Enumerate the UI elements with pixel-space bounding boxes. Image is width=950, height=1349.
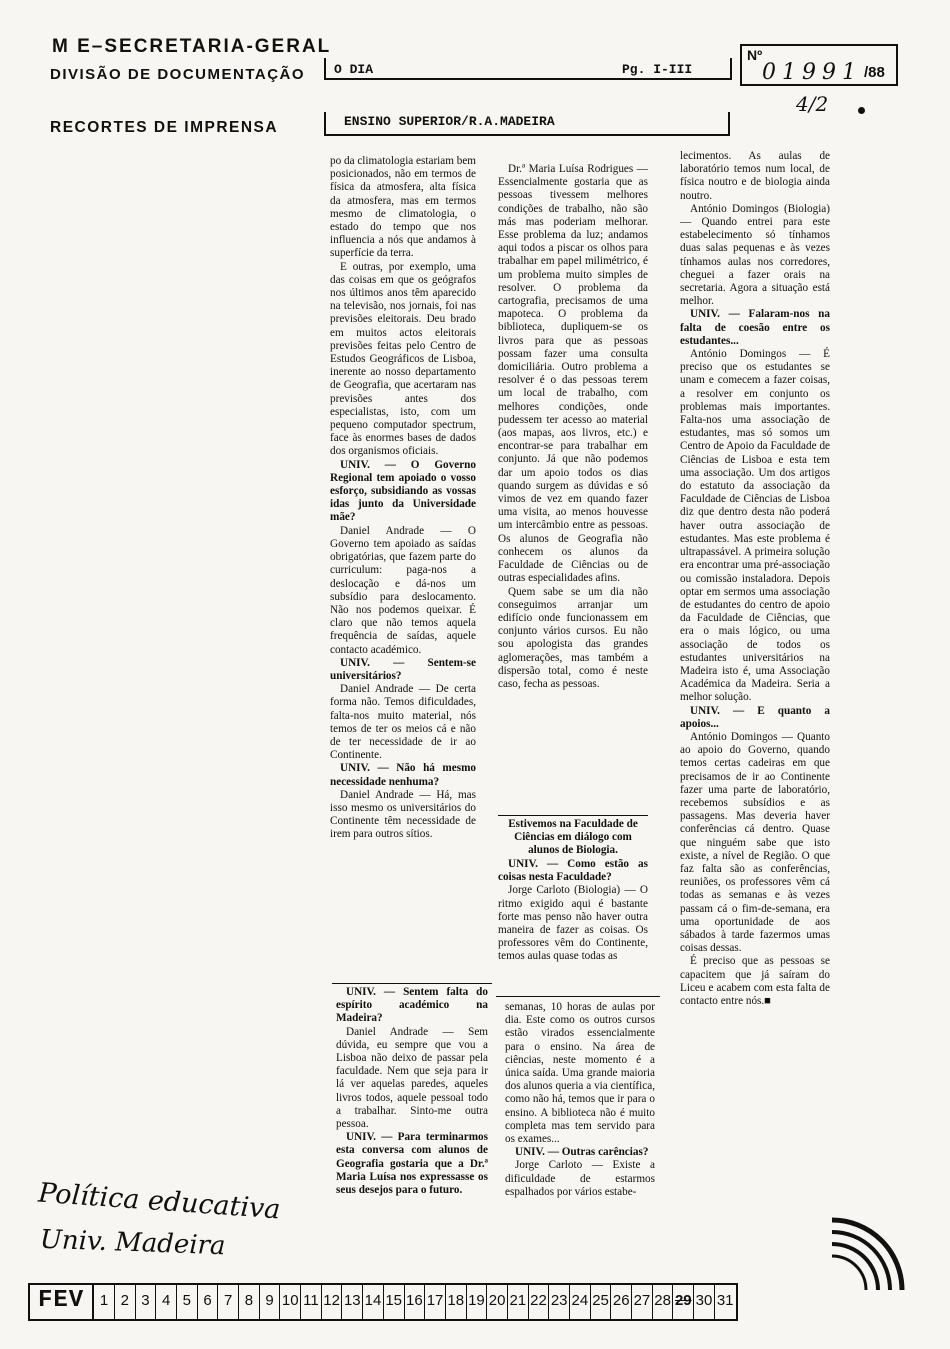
article-paragraph: Dr.ª Maria Luísa Rodrigues — Essencialmente gostaria que as pessoas tivessem melhores condições de trabalho, não são más mas poderiam melhorar. Esse problema da luz; andamos aqui todos a piscar os olhos para trabalhar em papel milimétrico, é um problema muito simples de resolver. O problema da cartografia, precisamos de uma mapoteca. O problema da biblioteca, dupliquem-se os livros para que as pessoas possam fazer uma consulta domiciliária. Outro problema a resolver é o das pessoas terem um local de trabalho, com melhores condições, onde pudessem ter acesso ao material (aos mapas, aos livros, etc.) e encontrar-se para trabalhar em conjunto. Já que não podemos dar um apoio todos os dias quando surgem as dúvidas e só vimos de vez em quando fazer uma visita, ao menos houvesse um intercâmbio entre as pessoas. Os alunos de Geografia não conhecem os alunos da Faculdade de Ciências ou de outras especialidades afins. xyxy=(498,163,648,585)
calendar-day: 11 xyxy=(301,1285,322,1319)
calendar-day: 17 xyxy=(425,1285,446,1319)
subheading-text: Estivemos na Faculdade de Ciências em diálogo com alunos de Biologia. xyxy=(508,818,638,857)
calendar-day: 20 xyxy=(487,1285,508,1319)
article-column-2c xyxy=(505,1001,655,1263)
article-column-1b xyxy=(336,986,488,1256)
article-paragraph: UNIV. — Para terminarmos esta conversa com alunos de Geografia gostaria que a Dr.ª Maria Luísa nos expressasse os seus desejos para o futuro. xyxy=(336,1131,488,1197)
margin-dot xyxy=(858,107,865,114)
calendar-day: 5 xyxy=(177,1285,198,1319)
article-paragraph: Daniel Andrade — De certa forma não. Temos dificuldades, falta-nos muito material, nós temos de ter os meios cá e não de ter necessidade de ir ao Continente. xyxy=(330,683,476,762)
article-paragraph: Jorge Carloto (Biologia) — O ritmo exigido aqui é bastante forte mas penso não haver outra maneira de fazer as coisas. Os professores vêm do Continente, temos aulas quase todas as xyxy=(498,884,648,963)
calendar-day: 19 xyxy=(467,1285,488,1319)
subject-title: ENSINO SUPERIOR/R.A.MADEIRA xyxy=(344,114,555,129)
calendar-day: 24 xyxy=(570,1285,591,1319)
calendar-day: 14 xyxy=(363,1285,384,1319)
division-header: DIVISÃO DE DOCUMENTAÇÃO xyxy=(50,66,306,83)
calendar-day: 9 xyxy=(260,1285,281,1319)
subheading-divider xyxy=(498,815,648,816)
article-paragraph: É preciso que as pessoas se capacitem que já saíram do Liceu e acabem com esta falta de contacto entre nós.■ xyxy=(680,955,830,1007)
article-paragraph: UNIV. — Sentem-se universitários? xyxy=(330,656,476,682)
calendar-day: 1 xyxy=(94,1285,115,1319)
calendar-month: FEV xyxy=(30,1285,94,1319)
article-paragraph: UNIV. — E quanto a apoios... xyxy=(680,704,830,730)
article-paragraph: semanas, 10 horas de aulas por dia. Este como os outros cursos estão virados essencialmente para o ensino. Na área de ciências, neste momento é a única saída. Uma grande maioria dos alunos queria a via científica, como não há, temos que ir para o ensino. A biblioteca não é muito completa mas tem servido para os exames... xyxy=(505,1001,655,1146)
article-paragraph: António Domingos — É preciso que os estudantes se unam e comecem a fazer coisas, a resolver em conjunto os problemas mais importantes. Falta-nos uma associação de estudantes, mas só somos um Centro de Apoio da Faculdade de Ciências de Lisboa e esta tem uma associação. Um dos artigos do estatuto da associação da Faculdade de Ciências de Lisboa diz que dentro desta não poderá haver outra associação de estudantes. Mas este problema é ultrapassável. A primeira solução era encontrar uma pré-associação ou comissão instaladora. Depois optar em sermos uma associação de estudantes do centro de apoio da Faculdade de Ciências, que era o mais lógico, ou uma associação de todos os estudantes universitários na Madeira isto é, uma Associação Académica da Madeira. Seria a melhor solução. xyxy=(680,348,830,704)
calendar-day: 12 xyxy=(322,1285,343,1319)
number-value: 01991 xyxy=(762,60,862,85)
calendar-day: 2 xyxy=(115,1285,136,1319)
number-year: /88 xyxy=(864,64,885,81)
reference-number-box xyxy=(740,44,898,86)
calendar-days xyxy=(94,1285,735,1319)
article-paragraph: Daniel Andrade — Há, mas isso mesmo os universitários do Continente têm necessidade de irem para outros sítios. xyxy=(330,788,476,841)
handwritten-note-2: Univ. Madeira xyxy=(39,1224,226,1262)
calendar-day: 29 xyxy=(673,1285,694,1319)
calendar-day: 23 xyxy=(549,1285,570,1319)
article-column-2 xyxy=(498,163,648,813)
calendar-day: 28 xyxy=(653,1285,674,1319)
newspaper-name: O DIA xyxy=(334,62,374,77)
article-paragraph: UNIV. — Sentem falta do espírito académico na Madeira? xyxy=(336,986,488,1025)
article-paragraph: Daniel Andrade — Sem dúvida, eu sempre que vou a Lisboa não deixo de passar pela faculdade. Nem que seja para ir lá ver aquelas paredes, aqueles livros todos, aquele pessoal todo a trabalhar. Sinto-me outra pessoa. xyxy=(336,1025,488,1131)
number-label: Nº xyxy=(747,47,763,63)
article-paragraph: UNIV. — O Governo Regional tem apoiado o vosso esforço, subsidiando as vossas idas junto da Universidade mãe? xyxy=(330,458,476,524)
section-header: RECORTES DE IMPRENSA xyxy=(50,119,279,136)
calendar-day: 3 xyxy=(136,1285,157,1319)
handwritten-note-1: Política educativa xyxy=(37,1177,282,1226)
subject-line xyxy=(324,112,730,136)
article-paragraph: UNIV. — Outras carências? xyxy=(515,1146,649,1159)
calendar-day: 27 xyxy=(632,1285,653,1319)
article-subheading xyxy=(498,818,648,858)
article-column-2b xyxy=(498,858,648,988)
calendar-day: 25 xyxy=(591,1285,612,1319)
column-1-divider xyxy=(332,983,492,984)
calendar-day: 31 xyxy=(716,1292,734,1309)
calendar-day: 16 xyxy=(405,1285,426,1319)
article-paragraph: Daniel Andrade — O Governo tem apoiado as saídas obrigatórias, que fazem parte do curriculum: paga-nos a deslocação e dá-nos um subsídio para deslocamento. Não nos podemos queixar. É claro que não temos aquela frequência de saídas, aquele contacto académico. xyxy=(330,524,476,656)
article-column-1 xyxy=(330,155,476,985)
calendar-day: 8 xyxy=(239,1285,260,1319)
calendar-day: 6 xyxy=(198,1285,219,1319)
calendar-day: 10 xyxy=(280,1285,301,1319)
calendar-day: 26 xyxy=(611,1285,632,1319)
article-paragraph: António Domingos — Quanto ao apoio do Governo, quando temos certas cadeiras em que precisamos de ir ao Continente fazer uma parte de laboratório, recebemos subsídios e as passagens. Mas deveria haver conferências cá dentro. Quase que ninguém sabe que isto existe, a nível de Região. O que faz falta são as conferências, reuniões, os professores vêm cá todas as semanas e às vezes passam cá o fim-de-semana, era uma oportunidade de aos sábados à tarde fazermos umas coisas dessas. xyxy=(680,730,830,955)
newspaper-line xyxy=(324,58,732,80)
corner-arc-graphic xyxy=(832,1212,912,1292)
article-paragraph: UNIV. — Não há mesmo necessidade nenhuma? xyxy=(330,762,476,788)
article-paragraph: António Domingos (Biologia) — Quando entrei para este estabelecimento só tínhamos duas salas pequenas e às vezes tínhamos aulas nos corredores, cheguei a fazer orais na secretaria. Agora a situação está melhor. xyxy=(680,202,830,308)
calendar-strip xyxy=(28,1283,738,1321)
calendar-day: 22 xyxy=(529,1285,550,1319)
calendar-day: 21 xyxy=(508,1285,529,1319)
page-reference: Pg. I-III xyxy=(622,62,693,77)
handwritten-reference: 4/2 xyxy=(796,92,829,116)
article-paragraph: po da climatologia estariam bem posicionados, não em termos de física da atmosfera, alta física da atmosfera, mas em termos mesmo de climatologia, o estado do tempo que nos influencia a nós que andamos à superfície da terra. xyxy=(330,155,476,260)
article-column-3 xyxy=(680,150,830,1212)
article-paragraph: UNIV. — Como estão as coisas nesta Faculdade? xyxy=(498,858,648,884)
article-paragraph: Quem sabe se um dia não conseguimos arranjar um edifício onde funcionassem em conjunto vários cursos. Eu não sou apologista das grandes aglomerações, mas também a dispersão total, como é neste caso, fecha as pessoas. xyxy=(498,585,648,690)
calendar-day: 18 xyxy=(446,1285,467,1319)
article-paragraph: E outras, por exemplo, uma das coisas em que os geógrafos nos últimos anos têm aparecido na televisão, nos jornais, foi nas previsões eleitorais. Deu brado em muitos actos eleitorais previsões feitas pelo Centro de Estudos Geográficos de Lisboa, inerente ao nosso departamento de Geografia, que acertaram nas previsões antes dos especialistas, isto, com um pequeno computador spectrum, face às enormes bases de dados dos organismos oficiais. xyxy=(330,260,476,458)
article-paragraph: lecimentos. As aulas de laboratório temos num local, de física noutro e de biologia ainda noutro. xyxy=(680,150,830,202)
calendar-day: 7 xyxy=(218,1285,239,1319)
column-2-divider xyxy=(496,996,660,997)
calendar-day: 15 xyxy=(384,1285,405,1319)
ministry-header: M E–SECRETARIA-GERAL xyxy=(52,36,332,57)
article-paragraph: Jorge Carloto — Existe a dificuldade de estarmos espalhados por vários estabe- xyxy=(505,1159,655,1198)
calendar-day: 30 xyxy=(694,1285,715,1319)
calendar-day: 4 xyxy=(156,1285,177,1319)
calendar-day: 13 xyxy=(342,1285,363,1319)
article-paragraph: UNIV. — Falaram-nos na falta de coesão entre os estudantes... xyxy=(680,308,830,347)
